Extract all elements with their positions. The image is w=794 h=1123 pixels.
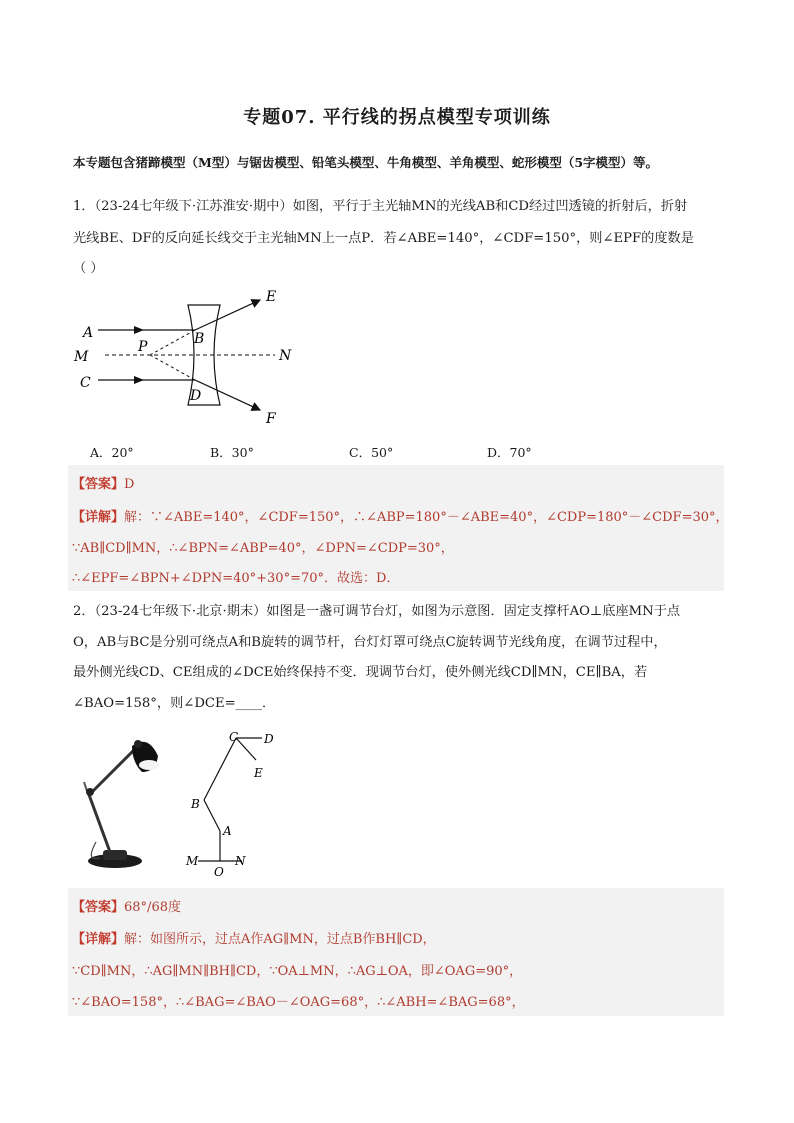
ray-cd-arrow-icon (134, 376, 144, 384)
q1-answer-value: D (124, 477, 135, 492)
q1-answer-box (68, 465, 729, 591)
q1-detail-line3: ∴∠EPF=∠BPN+∠DPN=40°+30°=70°．故选：D． (72, 571, 400, 586)
q1-label-e: E (266, 289, 277, 305)
extension-pb-line (150, 330, 195, 355)
q1-label-p: P (138, 339, 148, 355)
q1-option-a[interactable]: A．20° (90, 445, 134, 460)
q1-label-c: C (80, 375, 91, 391)
q2-text-line1: 2．（23-24七年级下·北京·期末）如图是一盏可调节台灯，如图为示意图．固定支撑杆AO⊥底座MN于点 (73, 604, 681, 619)
q1-option-b[interactable]: B．30° (210, 445, 254, 460)
q2-answer-box (68, 888, 724, 1016)
topic-intro: 本专题包含猪蹄模型（M型）与锯齿模型、铅笔头模型、牛角模型、羊角模型、蛇形模型（5字模型）等。 (73, 155, 659, 170)
ray-ce-line (236, 738, 256, 760)
q2-label-a: A (223, 824, 232, 838)
q1-label-m: M (74, 349, 89, 365)
q2-label-e: E (254, 766, 263, 780)
q2-label-b: B (191, 797, 200, 811)
q1-text-line1: 1．（23-24七年级下·江苏淮安·期中）如图，平行于主光轴MN的光线AB和CD经过凹透镜的折射后，折射 (73, 199, 688, 214)
q2-detail-line3: ∵∠BAO=158°，∴∠BAG=∠BAO－∠OAG=68°，∴∠ABH=∠BAG=68°， (72, 995, 525, 1010)
q1-detail-line1: 解：∵∠ABE=140°，∠CDF=150°，∴∠ABP=180°－∠ABE=40°，∠CDP=180°－∠CDF=30°， (124, 510, 729, 525)
desk-lamp-picture (70, 732, 160, 872)
q2-detail-line1: 解：如图所示，过点A作AG∥MN，过点B作BH∥CD， (124, 932, 436, 947)
q1-label-b: B (194, 331, 205, 347)
q1-label-d: D (190, 388, 202, 404)
q2-text-line2: O，AB与BC是分别可绕点A和B旋转的调节杆，台灯灯罩可绕点C旋转调节光线角度，在调节过程中， (73, 635, 667, 650)
q1-answer-tag: 【答案】 (72, 477, 125, 492)
q2-answer-tag: 【答案】 (72, 900, 125, 915)
q2-label-o: O (214, 865, 224, 879)
q2-label-m: M (186, 854, 199, 868)
q1-text-line3: （ ） (73, 261, 104, 276)
q1-label-f: F (266, 411, 276, 427)
q1-detail-tag: 【详解】 (72, 510, 125, 525)
q2-label-n: N (235, 854, 246, 868)
q2-detail-tag: 【详解】 (72, 932, 125, 947)
q2-text-line3: 最外侧光线CD、CE组成的∠DCE始终保持不变．现调节台灯，使外侧光线CD∥MN，CE∥BA，若 (73, 665, 648, 680)
q2-text-line4: ∠BAO=158°，则∠DCE=____． (73, 696, 276, 711)
q1-option-d[interactable]: D．70° (487, 445, 532, 460)
q1-lens-figure (70, 285, 290, 430)
q1-option-c[interactable]: C．50° (349, 445, 394, 460)
q2-label-c: C (229, 730, 239, 744)
q1-label-n: N (279, 348, 292, 364)
q2-label-d: D (264, 732, 274, 746)
q2-lamp-schematic (180, 728, 290, 878)
extension-pd-line (150, 355, 195, 380)
q1-text-line2: 光线BE、DF的反向延长线交于主光轴MN上一点P．若∠ABE=140°，∠CDF=150°，则∠EPF的度数是 (73, 231, 694, 246)
q1-label-a: A (83, 325, 94, 341)
rod-ab-line (204, 800, 220, 831)
q2-detail-line2: ∵CD∥MN，∴AG∥MN∥BH∥CD，∵OA⊥MN，∴AG⊥OA，即∠OAG=90°， (72, 964, 523, 979)
rod-bc-line (204, 738, 236, 800)
page-title: 专题07. 平行线的拐点模型专项训练 (243, 107, 551, 128)
ray-ab-arrow-icon (134, 326, 144, 334)
q1-detail-line2: ∵AB∥CD∥MN，∴∠BPN=∠ABP=40°，∠DPN=∠CDP=30°， (72, 541, 454, 556)
q2-answer-value: 68°/68度 (124, 900, 181, 915)
